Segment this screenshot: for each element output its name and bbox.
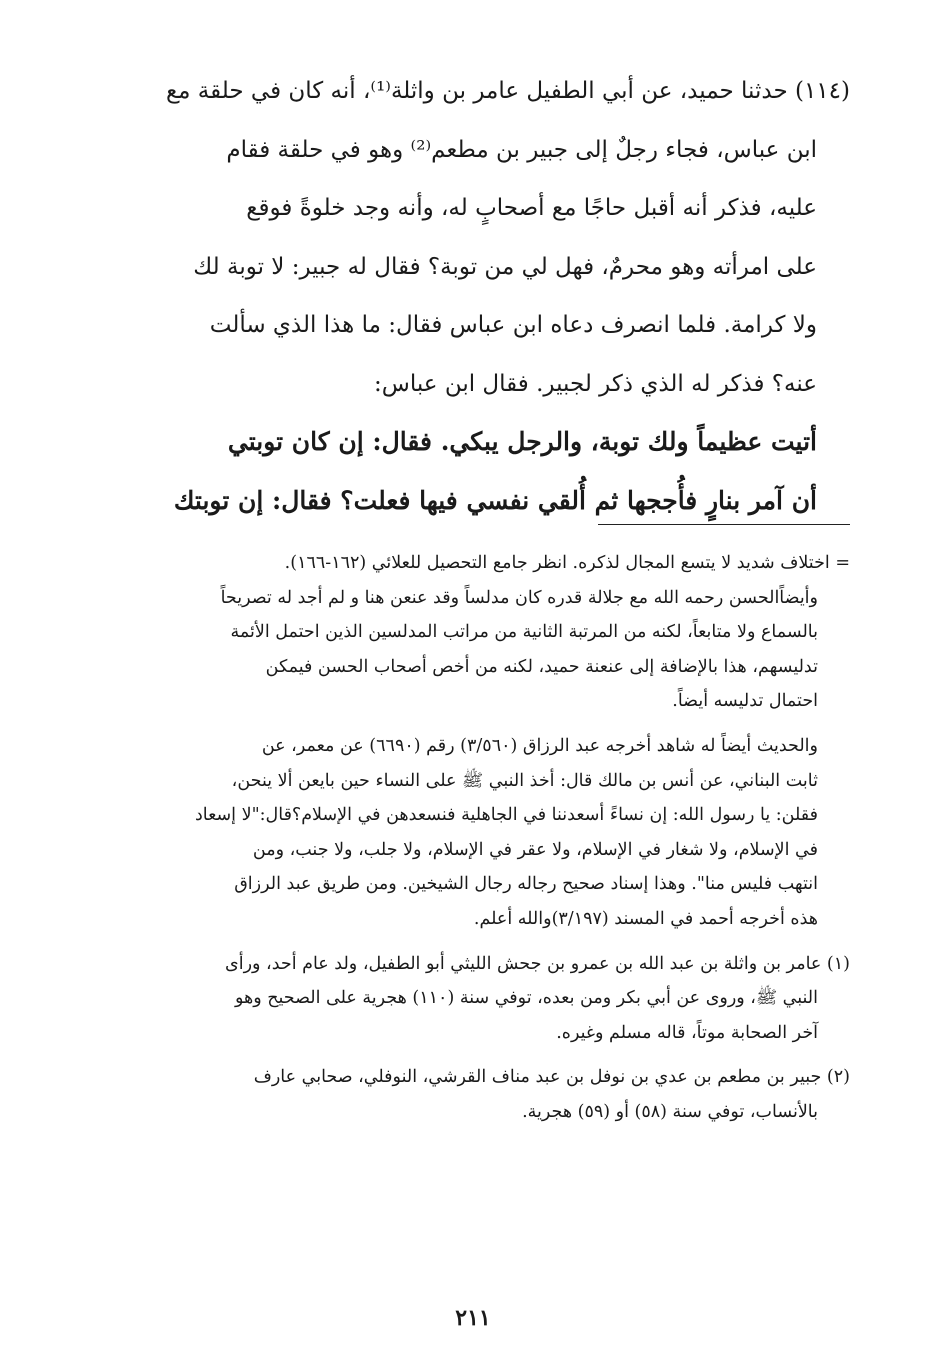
footnote-2 (110, 1060, 850, 1129)
main-text-line: على امرأته وهو محرمٌ، فهل لي من توبة؟ فقال له جبير: لا توبة لك (193, 253, 817, 280)
footnote-continuation (110, 546, 850, 719)
main-text-line: عليه، فذكر أنه أقبل حاجًا مع أصحابٍ له، وأنه وجد خلوةً فوقع (246, 195, 817, 221)
footnote-line: بالأنساب، توفي سنة (٥٨) أو (٥٩) هجرية. (522, 1101, 818, 1122)
footnote-line: وأيضاًالحسن رحمه الله مع جلالة قدره كان مدلساً وقد عنعن هنا و لم أجد له تصريحاً (220, 587, 818, 608)
page-number: ٢١١ (455, 1305, 491, 1331)
main-text-line: عنه؟ فذكر له الذي ذكر لجبير. فقال ابن عباس: (374, 370, 817, 397)
main-text (105, 62, 850, 530)
footnote-hadith-paragraph (110, 729, 850, 937)
footnotes (110, 546, 850, 1130)
footnote-line: (٢) جبير بن مطعم بن عدي بن نوفل بن عبد مناف القرشي، النوفلي، صحابي عارف (253, 1067, 850, 1088)
main-text-bold-line: أن آمر بنارٍ فأُججها ثم أُلقي نفسي فيها فعلت؟ فقال: إن توبتك (173, 485, 817, 515)
main-text-line: (١١٤) حدثنا حميد، عن أبي الطفيل عامر بن واثلة⁽¹⁾، أنه كان في حلقة مع (165, 78, 850, 104)
footnote-line: احتمال تدليسه أيضاً. (672, 691, 818, 712)
footnote-line: والحديث أيضاً له شاهد أخرجه عبد الرزاق (٣/٥٦٠) رقم (٦٦٩٠) عن معمر، عن (261, 735, 818, 756)
footnote-divider (598, 524, 850, 525)
footnote-line: في الإسلام، ولا شغار في الإسلام، ولا عقر في الإسلام، ولا جلب، ولا جنب، ومن (252, 839, 818, 860)
footnote-line: النبي ﷺ، وروى عن أبي بكر ومن بعده، توفي سنة (١١٠) هجرية على الصحيح وهو (234, 988, 818, 1009)
footnote-line: ثابت البناني، عن أنس بن مالك قال: أخذ النبي ﷺ على النساء حين بايعن ألا ينحن، (231, 770, 818, 791)
main-text-line: ولا كرامة. فلما انصرف دعاه ابن عباس فقال: ما هذا الذي سألت (209, 312, 817, 338)
footnote-1 (110, 947, 850, 1051)
footnote-line: آخر الصحابة موتاً، قاله مسلم وغيره. (556, 1022, 818, 1043)
footnote-line: = اختلاف شديد لا يتسع المجال لذكره. انظر جامع التحصيل للعلائي (١٦٢-١٦٦). (284, 553, 850, 573)
main-text-line: ابن عباس، فجاء رجلٌ إلى جبير بن مطعم⁽²⁾ وهو في حلقة فقام (226, 136, 817, 163)
footnote-line: انتهب فليس منا". وهذا إسناد صحيح رجاله رجال الشيخين. ومن طريق عبد الرزاق (234, 874, 818, 895)
footnote-line: تدليسهم، هذا بالإضافة إلى عنعنة حميد، لكنه من أخص أصحاب الحسن فيمكن (265, 656, 818, 677)
footnote-line: بالسماع ولا متابعاً، لكنه من المرتبة الثانية من مراتب المدلسين الذين احتمل الأئمة (230, 622, 818, 643)
footnote-line: (١) عامر بن واثلة بن عبد الله بن عمرو بن جحش الليثي أبو الطفيل، ولد عام أحد، ورأى (225, 953, 850, 974)
main-text-bold-line: أتيت عظيماً ولك توبة، والرجل يبكي. فقال: إن كان توبتي (227, 427, 817, 456)
footnote-line: فقلن: يا رسول الله: إن نساءً أسعدننا في الجاهلية فنسعدهن في الإسلام؟قال:"لا إسعاد (194, 805, 818, 826)
footnote-line: هذه أخرجه أحمد في المسند (٣/١٩٧)والله أعلم. (473, 908, 818, 929)
